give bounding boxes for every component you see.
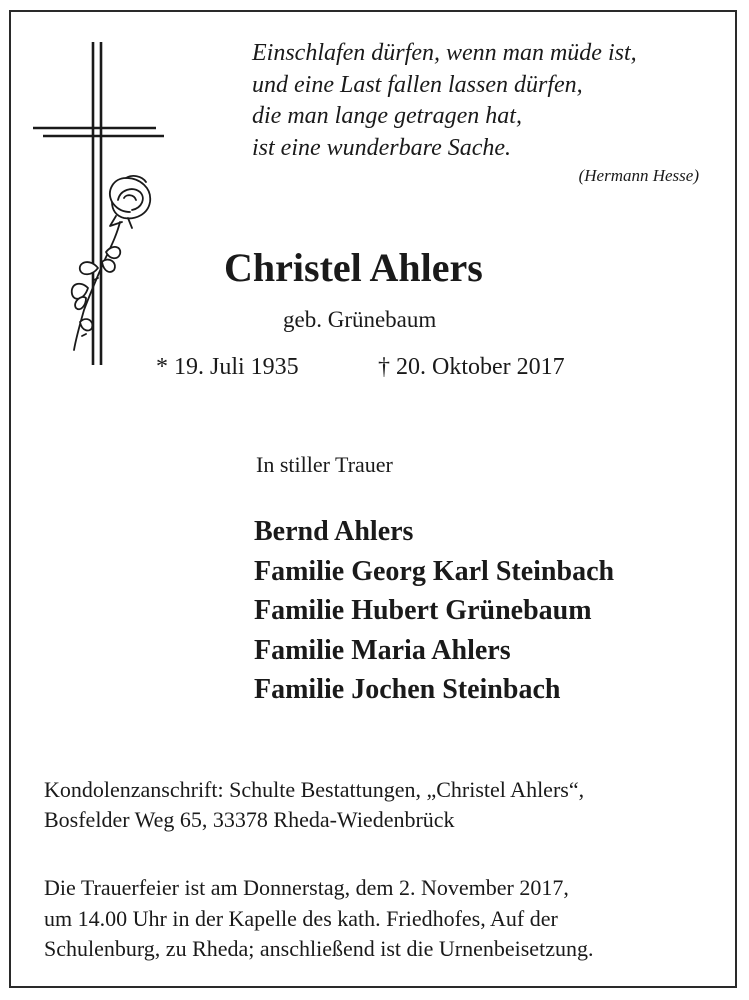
cross-icon <box>28 40 173 370</box>
condolence-line: Bosfelder Weg 65, 33378 Rheda-Wiedenbrück <box>44 807 455 832</box>
quote-block <box>252 38 637 164</box>
mourner-entry: Bernd Ahlers <box>254 516 414 547</box>
condolence-line: Kondolenzanschrift: Schulte Bestattungen, „Christel Ahlers“, <box>44 777 585 802</box>
funeral-line: Schulenburg, zu Rheda; anschließend ist die Urnenbeisetzung. <box>44 936 594 961</box>
mourner-entry: Familie Georg Karl Steinbach <box>254 555 615 587</box>
quote-author: (Hermann Hesse) <box>578 166 699 185</box>
quote-line: Einschlafen dürfen, wenn man müde ist, <box>252 40 637 66</box>
mourner-entry: Familie Jochen Steinbach <box>254 674 561 705</box>
quote-line: die man lange getragen hat, <box>252 103 522 129</box>
funeral-line: Die Trauerfeier ist am Donnerstag, dem 2. November 2017, <box>44 875 569 900</box>
birth-date: * 19. Juli 1935 <box>156 354 299 380</box>
condolence-address <box>44 775 584 835</box>
maiden-name: geb. Grünebaum <box>283 307 437 332</box>
funeral-line: um 14.00 Uhr in der Kapelle des kath. Friedhofes, Auf der <box>44 905 558 931</box>
mourning-intro: In stiller Trauer <box>256 452 393 477</box>
deceased-name: Christel Ahlers <box>224 245 483 290</box>
quote-line: und eine Last fallen lassen dürfen, <box>252 71 583 98</box>
rose-icon <box>72 176 150 350</box>
funeral-info <box>44 873 593 965</box>
mourner-entry: Familie Hubert Grünebaum <box>254 595 592 626</box>
mourner-entry: Familie Maria Ahlers <box>254 634 511 666</box>
death-date: † 20. Oktober 2017 <box>378 354 565 380</box>
mourners-list <box>254 512 614 710</box>
quote-line: ist eine wunderbare Sache. <box>252 134 512 161</box>
